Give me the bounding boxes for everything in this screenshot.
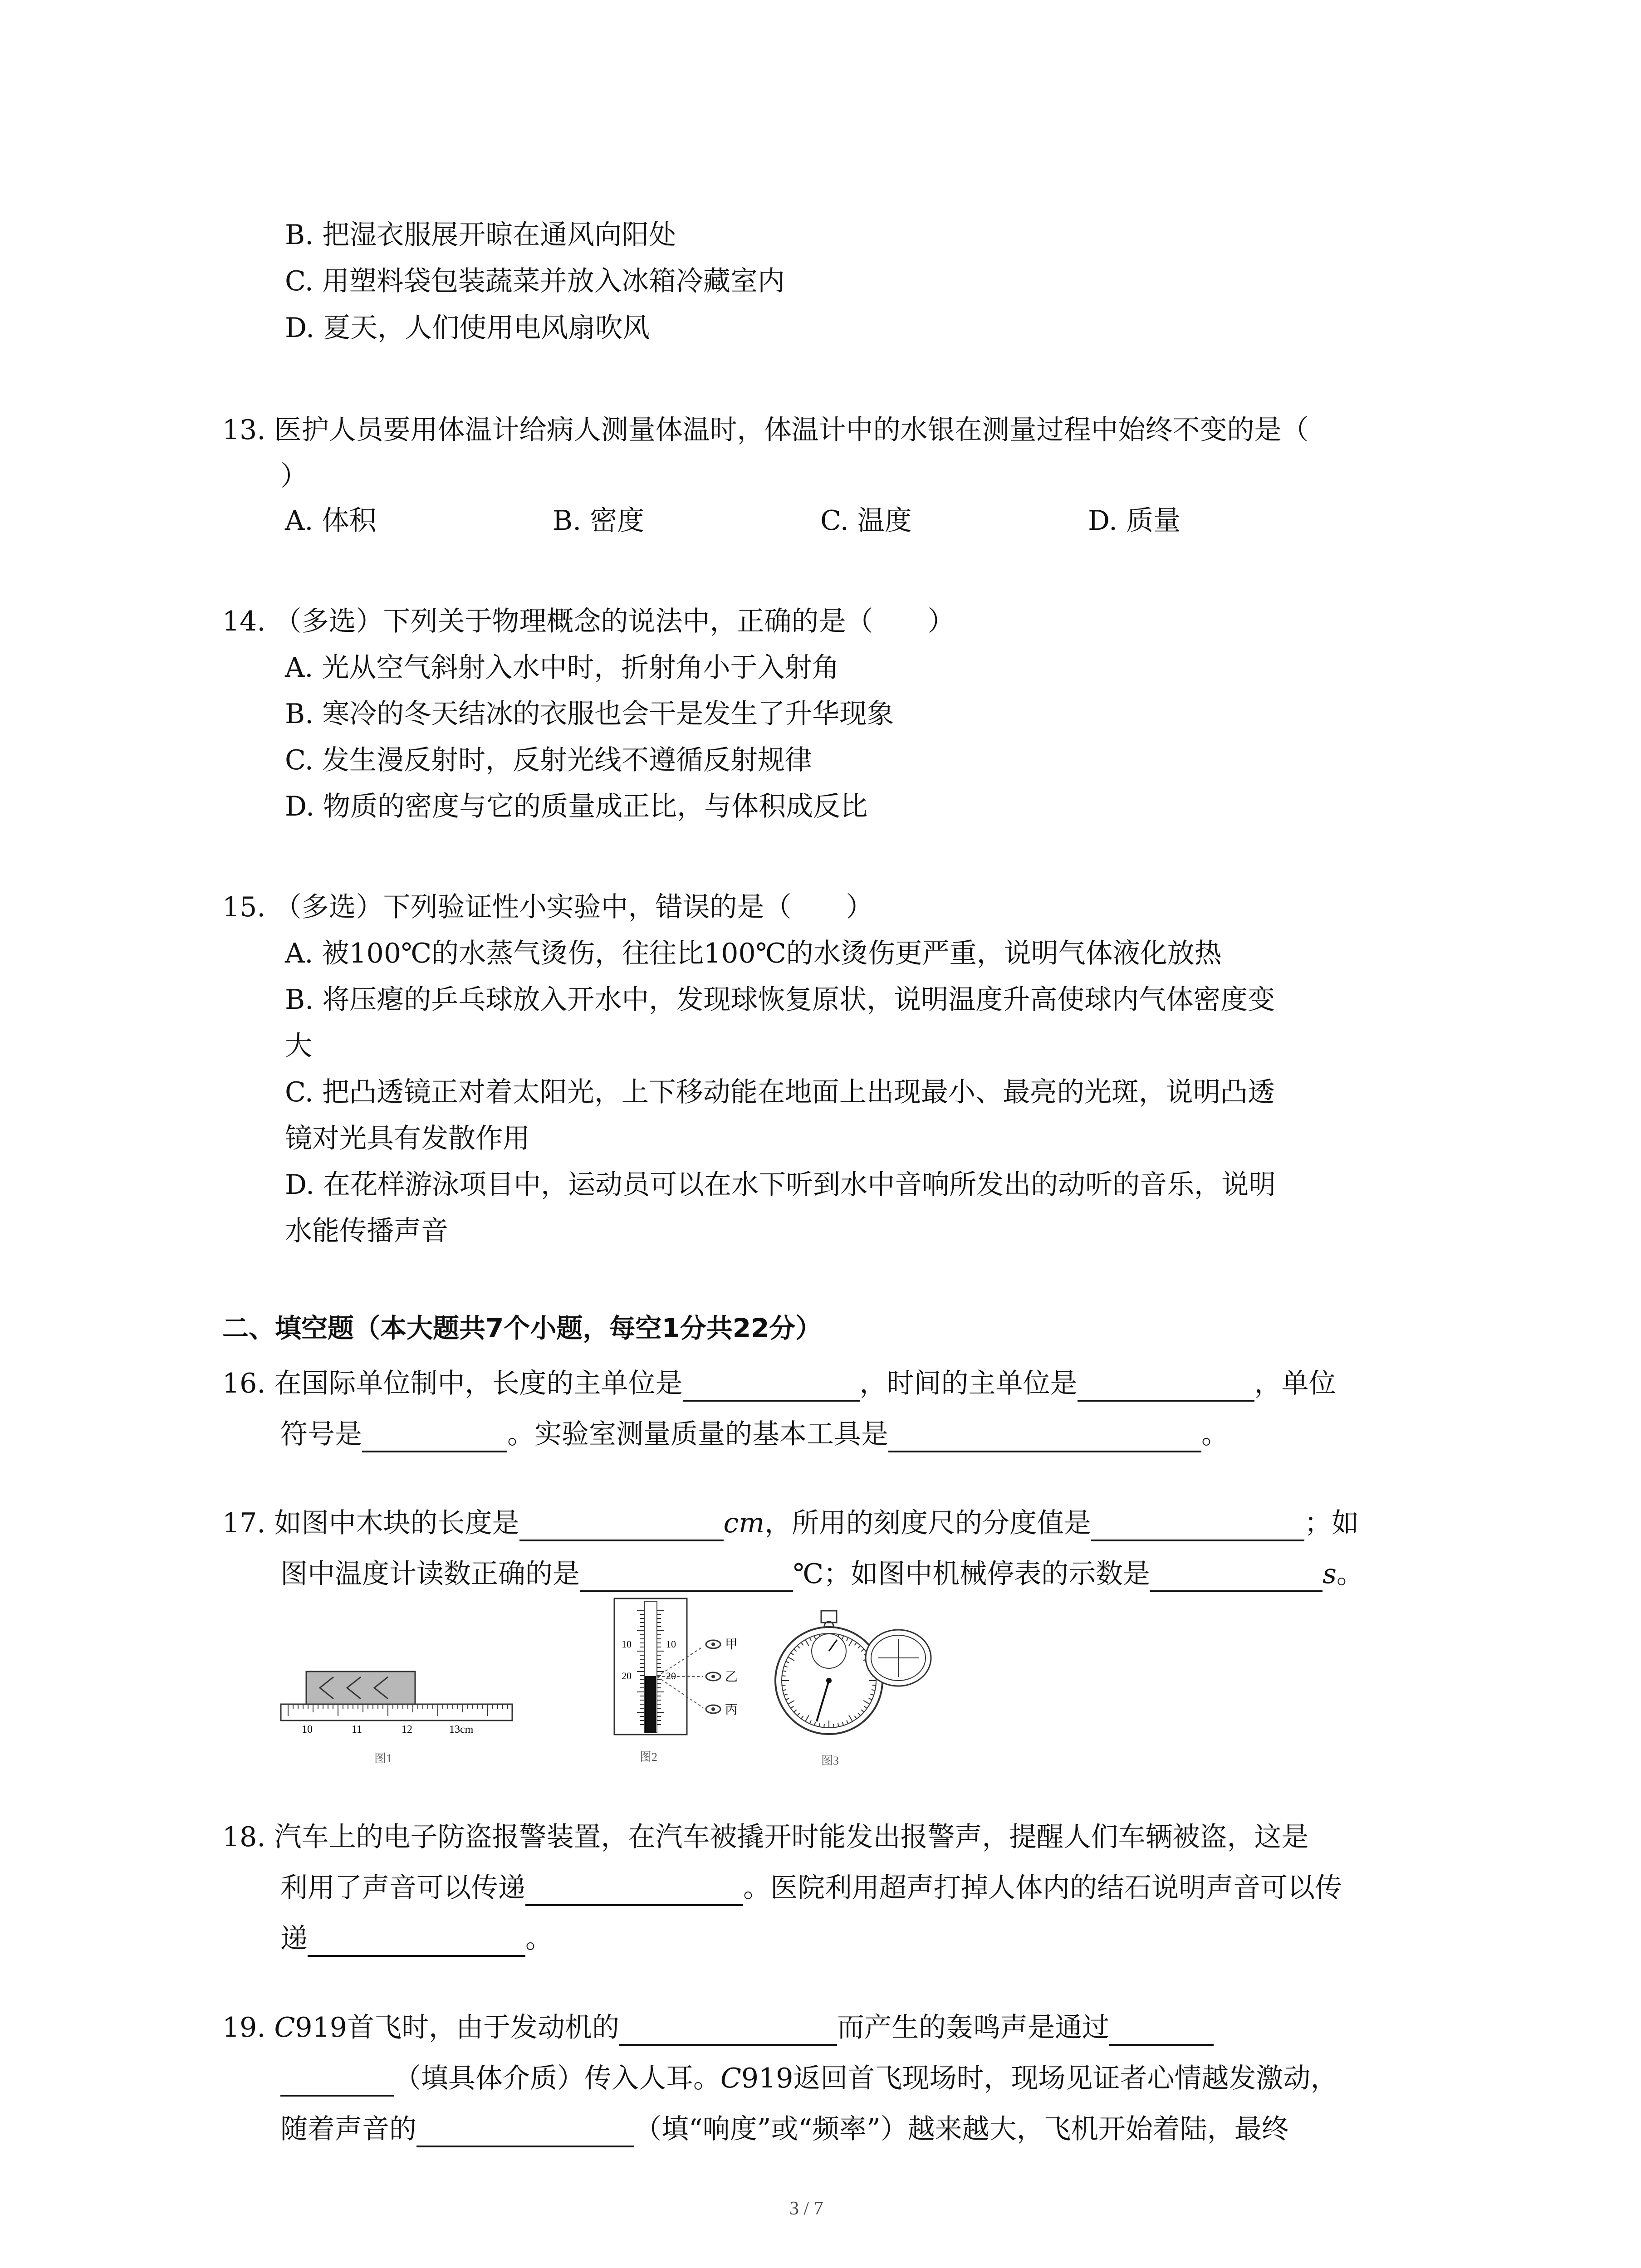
thermo-right-label: 20 — [666, 1670, 676, 1681]
eye-icon — [706, 1672, 720, 1681]
q18-line3 — [280, 1921, 553, 1957]
ruler-tick-label: 12 — [402, 1724, 412, 1735]
q17-blank-stopwatch[interactable] — [1150, 1561, 1323, 1592]
q17-line1 — [222, 1505, 1359, 1541]
q16-text-6: 。 — [1201, 1418, 1229, 1450]
section-heading-fill-in: 二、填空题（本大题共7个小题，每空1分共22分） — [222, 1313, 822, 1344]
q15-option-b: B. 将压瘪的乒乓球放入开水中，发现球恢复原状，说明温度升高使球内气体密度变 — [285, 984, 1275, 1016]
q18-text-3: 递 — [280, 1923, 308, 1955]
q17-text-4: 图中温度计读数正确的是 — [280, 1558, 580, 1590]
q18-text-1: 利用了声音可以传递 — [280, 1872, 525, 1904]
q18-blank-information[interactable] — [525, 1875, 743, 1906]
q16-line2 — [280, 1416, 1229, 1452]
q19-text-2: 而产生的轰鸣声是通过 — [837, 2012, 1109, 2043]
q19-text-6: （填“响度”或“频率”）越来越大，飞机开始着陆，最终 — [634, 2113, 1289, 2145]
q18-blank-energy[interactable] — [308, 1926, 525, 1957]
q17-figure-thermometer — [612, 1597, 776, 1769]
q16-text-2: ，时间的主单位是 — [859, 1368, 1078, 1399]
q14-option-b: B. 寒冷的冬天结冰的衣服也会干是发生了升华现象 — [285, 698, 894, 730]
ruler-tick-label: 11 — [352, 1724, 362, 1735]
fig3-caption: 图3 — [821, 1754, 839, 1767]
q17-text-3: ；如 — [1304, 1507, 1359, 1539]
q16-text-5: 。实验室测量质量的基本工具是 — [507, 1418, 888, 1450]
q17-unit-cm: cm — [723, 1507, 764, 1539]
q19-line1 — [222, 2009, 1214, 2046]
q17-blank-length[interactable] — [519, 1510, 724, 1541]
viewer-label-yi: 乙 — [725, 1670, 738, 1684]
q18-line2 — [280, 1870, 1342, 1906]
q19-text-1: 919首飞时，由于发动机的 — [295, 2012, 619, 2043]
stopwatch-crown — [821, 1611, 837, 1623]
q19-text-4: 919返回首飞现场时，现场见证者心情越发激动， — [741, 2063, 1338, 2094]
wood-block — [306, 1672, 415, 1704]
thermo-right-label: 10 — [666, 1638, 676, 1650]
q19-text-3: （填具体介质）传入人耳。 — [394, 2063, 720, 2094]
q13-option-b: B. 密度 — [553, 505, 645, 537]
q13-stem: 13. 医护人员要用体温计给病人测量体温时，体温计中的水银在测量过程中始终不变的是（ — [222, 414, 1309, 446]
q16-blank-mass-tool[interactable] — [888, 1422, 1201, 1452]
thermometer-liquid — [645, 1676, 656, 1733]
q19-blank-vibration[interactable] — [619, 2015, 837, 2046]
q19-c-2: C — [720, 2063, 741, 2094]
q13-option-d: D. 质量 — [1088, 505, 1181, 537]
q17-text-6: 。 — [1336, 1558, 1364, 1590]
q19-text-5: 随着声音的 — [280, 2113, 416, 2145]
q12-option-b: B. 把湿衣服展开晾在通风向阳处 — [285, 219, 676, 251]
page-number: 3 / 7 — [789, 2198, 823, 2219]
q18-text-4: 。 — [525, 1923, 553, 1955]
q14-option-a: A. 光从空气斜射入水中时，折射角小于入射角 — [285, 652, 839, 684]
q16-line1 — [222, 1365, 1336, 1402]
thermo-left-label: 20 — [622, 1670, 632, 1681]
viewer-label-bing: 丙 — [725, 1703, 738, 1717]
q12-option-d: D. 夏天，人们使用电风扇吹风 — [285, 312, 650, 344]
q17-text-5: ℃；如图中机械停表的示数是 — [793, 1558, 1151, 1590]
eye-icon — [706, 1705, 720, 1713]
q17-figure-ruler — [279, 1662, 515, 1767]
q18-line1: 18. 汽车上的电子防盗报警装置，在汽车被撬开时能发出报警声，提醒人们车辆被盗，这是 — [222, 1821, 1309, 1853]
q17-figure-stopwatch — [762, 1608, 935, 1771]
q15-option-d-cont: 水能传播声音 — [285, 1215, 448, 1247]
ruler-tick-label: 10 — [302, 1724, 313, 1735]
q14-stem: 14. （多选）下列关于物理概念的说法中，正确的是（ ） — [222, 606, 955, 637]
q15-option-c-cont: 镜对光具有发散作用 — [285, 1123, 530, 1154]
viewer-label-jia: 甲 — [725, 1637, 738, 1652]
q18-text-2: 。医院利用超声打掉人体内的结石说明声音可以传 — [743, 1872, 1342, 1904]
q13-option-c: C. 温度 — [820, 505, 912, 537]
q15-option-d: D. 在花样游泳项目中，运动员可以在水下听到水中音响所发出的动听的音乐，说明 — [285, 1169, 1276, 1201]
q15-option-c: C. 把凸透镜正对着太阳光，上下移动能在地面上出现最小、最亮的光斑，说明凸透 — [285, 1076, 1275, 1108]
q13-option-a: A. 体积 — [285, 505, 377, 537]
q19-blank-medium-part1[interactable] — [1109, 2015, 1214, 2046]
fig2-caption: 图2 — [640, 1750, 658, 1764]
q14-option-d: D. 物质的密度与它的质量成正比，与体积成反比 — [285, 791, 868, 822]
q17-blank-thermometer[interactable] — [580, 1561, 793, 1592]
q16-blank-length-unit[interactable] — [683, 1371, 860, 1402]
q16-text-4: 符号是 — [280, 1418, 362, 1450]
ruler-tick-label: 13cm — [449, 1724, 474, 1735]
eye-icon — [706, 1640, 720, 1648]
q19-number: 19. — [222, 2012, 274, 2043]
q17-line2 — [280, 1556, 1364, 1592]
q17-text-2: ，所用的刻度尺的分度值是 — [764, 1507, 1091, 1539]
q19-blank-medium-part2[interactable] — [280, 2066, 394, 2097]
q15-stem: 15. （多选）下列验证性小实验中，错误的是（ ） — [222, 891, 873, 923]
q17-unit-s: s — [1323, 1558, 1337, 1590]
q17-blank-division[interactable] — [1091, 1510, 1304, 1541]
q16-blank-time-unit[interactable] — [1078, 1371, 1254, 1402]
q19-c: C — [274, 2012, 295, 2043]
q16-blank-unit-symbol[interactable] — [362, 1422, 507, 1452]
fig1-caption: 图1 — [374, 1752, 392, 1765]
q19-blank-loudness[interactable] — [416, 2116, 634, 2147]
q19-line3 — [280, 2111, 1289, 2147]
q16-text-1: 16. 在国际单位制中，长度的主单位是 — [222, 1368, 683, 1399]
q12-option-c: C. 用塑料袋包装蔬菜并放入冰箱冷藏室内 — [285, 265, 785, 297]
q19-line2 — [280, 2060, 1337, 2097]
q13-stem-close: ） — [280, 460, 308, 492]
q16-text-3: ，单位 — [1254, 1368, 1336, 1399]
q14-option-c: C. 发生漫反射时，反射光线不遵循反射规律 — [285, 744, 812, 776]
q15-option-b-cont: 大 — [285, 1030, 312, 1062]
q17-text-1: 17. 如图中木块的长度是 — [222, 1507, 519, 1539]
thermo-left-label: 10 — [622, 1638, 632, 1650]
q15-option-a: A. 被100℃的水蒸气烫伤，往往比100℃的水烫伤更严重，说明气体液化放热 — [285, 938, 1222, 969]
